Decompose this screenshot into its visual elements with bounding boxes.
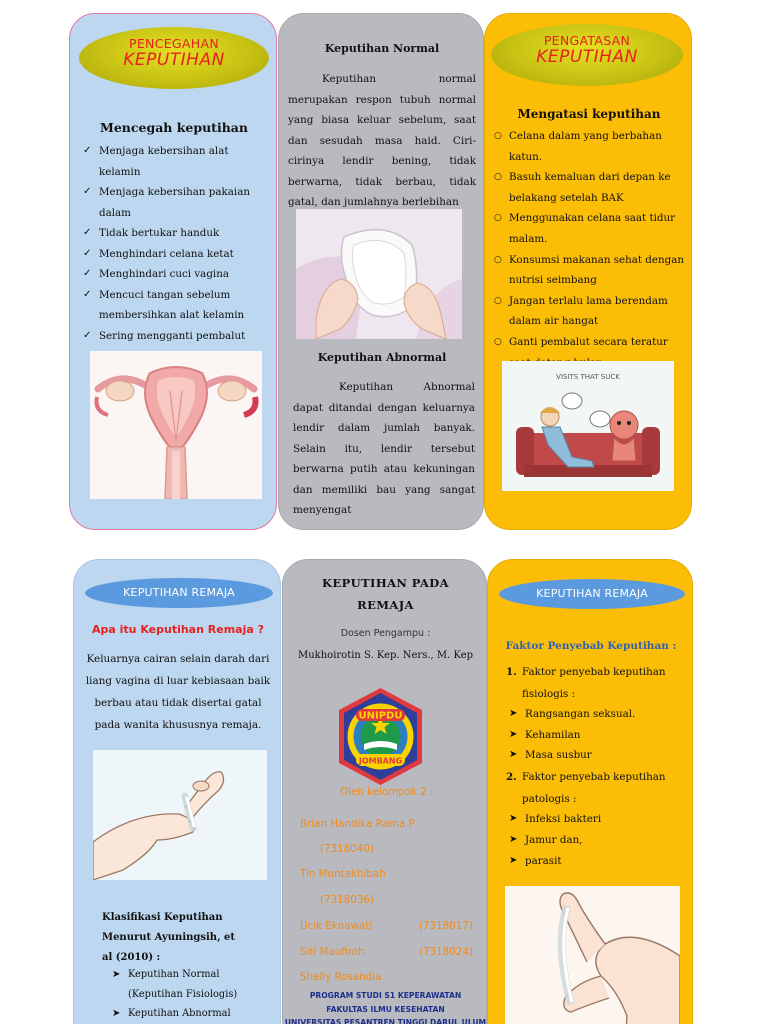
arrow-bullet-icon: ➤ (509, 833, 518, 845)
panel-pengatasan (484, 13, 692, 530)
paragraph: Keputihan normal merupakan respon tubuh normal yang biasa keluar sebelum, saat dan sesudah masa haid. Ciri-cirinya lendir bening, tidak berwarna, tidak berbau, tidak gatal, dan jumlahnya berlebihan (288, 73, 476, 208)
arrow-bullet-icon: ➤ (509, 708, 518, 719)
circle-bullet-icon: ○ (494, 295, 502, 306)
arrow-bullet-icon: ➤ (112, 969, 121, 980)
member-name: Brian Handika Rama P (300, 818, 415, 830)
circle-bullet-icon: ○ (494, 172, 502, 183)
check-icon: ✓ (83, 288, 92, 300)
circle-bullet-icon: ○ (494, 336, 502, 347)
klasifikasi-list (112, 965, 272, 1024)
arrow-bullet-icon: ➤ (509, 813, 518, 824)
definition-paragraph: Keluarnya cairan selain darah dari liang vagina di luar kebiasaan baik berbau atau tidak disertai gatal pada wanita khususnya remaja. (85, 653, 271, 731)
treatment-list (494, 126, 690, 373)
title-oval: KEPUTIHAN REMAJA (85, 578, 273, 608)
section-heading: Keputihan Normal (324, 42, 440, 55)
pad-illustration (296, 209, 462, 339)
uterus-illustration (90, 351, 262, 499)
cartoon-illustration (502, 361, 674, 491)
list-item: ✓ Tidak bertukar handuk (83, 223, 273, 244)
list-item: ✓ Mencuci tangan sebelum membersihkan alat kelamin (83, 285, 273, 326)
group-title: Faktor penyebab keputihan patologis : (522, 771, 666, 805)
sanitary-pad-icon (296, 209, 462, 339)
list-item: ✓ Menghindari celana ketat (83, 244, 273, 265)
check-icon: ✓ (83, 227, 92, 238)
circle-bullet-icon: ○ (494, 213, 502, 224)
member-nim: (7318024) (419, 946, 473, 958)
list-item: ➤ Keputihan Normal (Keputihan Fisiologis) (112, 965, 272, 1004)
university-logo (330, 686, 431, 787)
member-nim: (7318017) (419, 920, 473, 932)
hand-illustration (505, 886, 680, 1024)
list-item: ✓ Menjaga kebersihan pakaian dalam (83, 182, 273, 223)
oval-title: KEPUTIHAN (536, 47, 638, 67)
dosen-name: Mukhoirotin S. Kep. Ners., M. Kep (298, 650, 473, 661)
member-nim: (7318036) (320, 894, 374, 906)
circle-bullet-icon: ○ (494, 254, 502, 265)
check-icon: ✓ (83, 145, 92, 156)
circle-bullet-icon: ○ (494, 131, 502, 141)
uterus-icon (90, 351, 262, 499)
panel-faktor-penyebab (487, 559, 693, 1024)
hand-discharge-icon (505, 886, 680, 1024)
list-item: ○ Jangan terlalu lama berendam dalam air hangat (494, 291, 690, 332)
footer-line: FAKULTAS ILMU KESEHATAN (326, 1005, 445, 1014)
klasifikasi-heading: Klasifikasi Keputihan Menurut Ayuningsih, et al (2010) : (102, 912, 236, 963)
member-name: Shelly Rosandia (300, 971, 382, 983)
list-item: ➤ Keputihan Abnormal (112, 1004, 272, 1024)
title-oval (79, 27, 269, 89)
member-name: Tin Muntakhibah (300, 868, 386, 880)
cover-title: KEPUTIHAN PADA REMAJA (322, 576, 449, 612)
couch-cartoon-icon (502, 361, 674, 491)
numbered-item-2: 2. Faktor penyebab keputihan patologis : (506, 766, 686, 810)
prevention-list (83, 141, 273, 346)
panel-keputihan-info (278, 13, 484, 530)
footer-line: UNIVERSITAS PESANTREN TINGGI DARUL ULUM (284, 1018, 487, 1024)
list-item: ✓ Menghindari cuci vagina (83, 264, 273, 285)
member-name: Siti Maufiroh (300, 946, 365, 958)
section-heading: Keputihan Abnormal (317, 351, 447, 364)
group-title: Faktor penyebab keputihan fisiologis : (522, 666, 666, 700)
list-item: ✓ Menjaga kebersihan alat kelamin (83, 141, 273, 182)
group-label: Oleh kelompok 2 : (340, 786, 434, 798)
list-item: ➤ Masa susbur (509, 745, 689, 766)
title-oval: KEPUTIHAN REMAJA (499, 579, 685, 609)
list-item: ○ Celana dalam yang berbahan katun. (494, 126, 690, 167)
list-item: ○ Basuh kemaluan dari depan ke belakang setelah BAK (494, 167, 690, 208)
list-item: ○ Menggunakan celana saat tidur malam. (494, 208, 690, 249)
list-item: ✓ Sering mengganti pembalut (83, 326, 273, 347)
check-icon: ✓ (83, 186, 92, 197)
oval-subtitle: PENGATASAN (543, 33, 631, 48)
list-item: ➤ Rangsangan seksual. (509, 704, 689, 725)
list-item: ○ Konsumsi makanan sehat dengan nutrisi seimbang (494, 250, 690, 291)
check-icon: ✓ (83, 268, 92, 279)
fingers-discharge-icon (93, 750, 267, 880)
member-name: Ucik Eknawati (300, 920, 373, 932)
check-icon: ✓ (83, 329, 92, 341)
discharge-illustration (93, 750, 267, 880)
panel-pencegahan (69, 13, 277, 530)
oval-subtitle: PENCEGAHAN (129, 36, 219, 51)
arrow-bullet-icon: ➤ (509, 854, 518, 866)
dosen-label: Dosen Pengampu : (340, 628, 431, 639)
check-icon: ✓ (83, 247, 92, 259)
panel-cover (282, 559, 487, 1024)
fisiologis-list (509, 704, 689, 766)
list-item: ○ Ganti pembalut secara teratur (494, 332, 690, 373)
arrow-bullet-icon: ➤ (509, 728, 518, 740)
footer-line: PROGRAM STUDI S1 KEPERAWATAN (309, 991, 462, 1000)
unipdu-logo-icon (330, 686, 431, 787)
patologis-list (509, 809, 689, 871)
section-heading: Faktor Penyebab Keputihan : (505, 640, 677, 652)
logo-top-text: UNIPDU (358, 710, 403, 722)
arrow-bullet-icon: ➤ (509, 749, 518, 760)
list-item: ➤ parasit (509, 851, 689, 872)
member-nim: (7318040) (320, 843, 374, 855)
arrow-bullet-icon: ➤ (112, 1008, 121, 1019)
cartoon-caption: VISITS THAT SUCK (556, 373, 620, 381)
list-item: ➤ Kehamilan (509, 725, 689, 746)
logo-bottom-text: JOMBANG (358, 756, 403, 766)
panel-keputihan-remaja (73, 559, 281, 1024)
list-item: ➤ Infeksi bakteri (509, 809, 689, 830)
paragraph: Keputihan Abnormal dapat ditandai dengan keluarnya lendir dalam jumlah banyak. Selain itu, lendir tersebut berwarna putih atau kekuningan dan memiliki bau yang sangat menyengat (293, 381, 475, 516)
title-oval (491, 24, 683, 86)
question-heading: Apa itu Keputihan Remaja ? (92, 623, 264, 636)
list-item: ➤ Jamur dan, (509, 830, 689, 851)
section-heading: Mengatasi keputihan (517, 107, 661, 121)
oval-title: KEPUTIHAN (123, 50, 225, 70)
section-heading: Mencegah keputihan (100, 120, 248, 135)
numbered-item-1: 1. Faktor penyebab keputihan fisiologis : (506, 661, 686, 705)
